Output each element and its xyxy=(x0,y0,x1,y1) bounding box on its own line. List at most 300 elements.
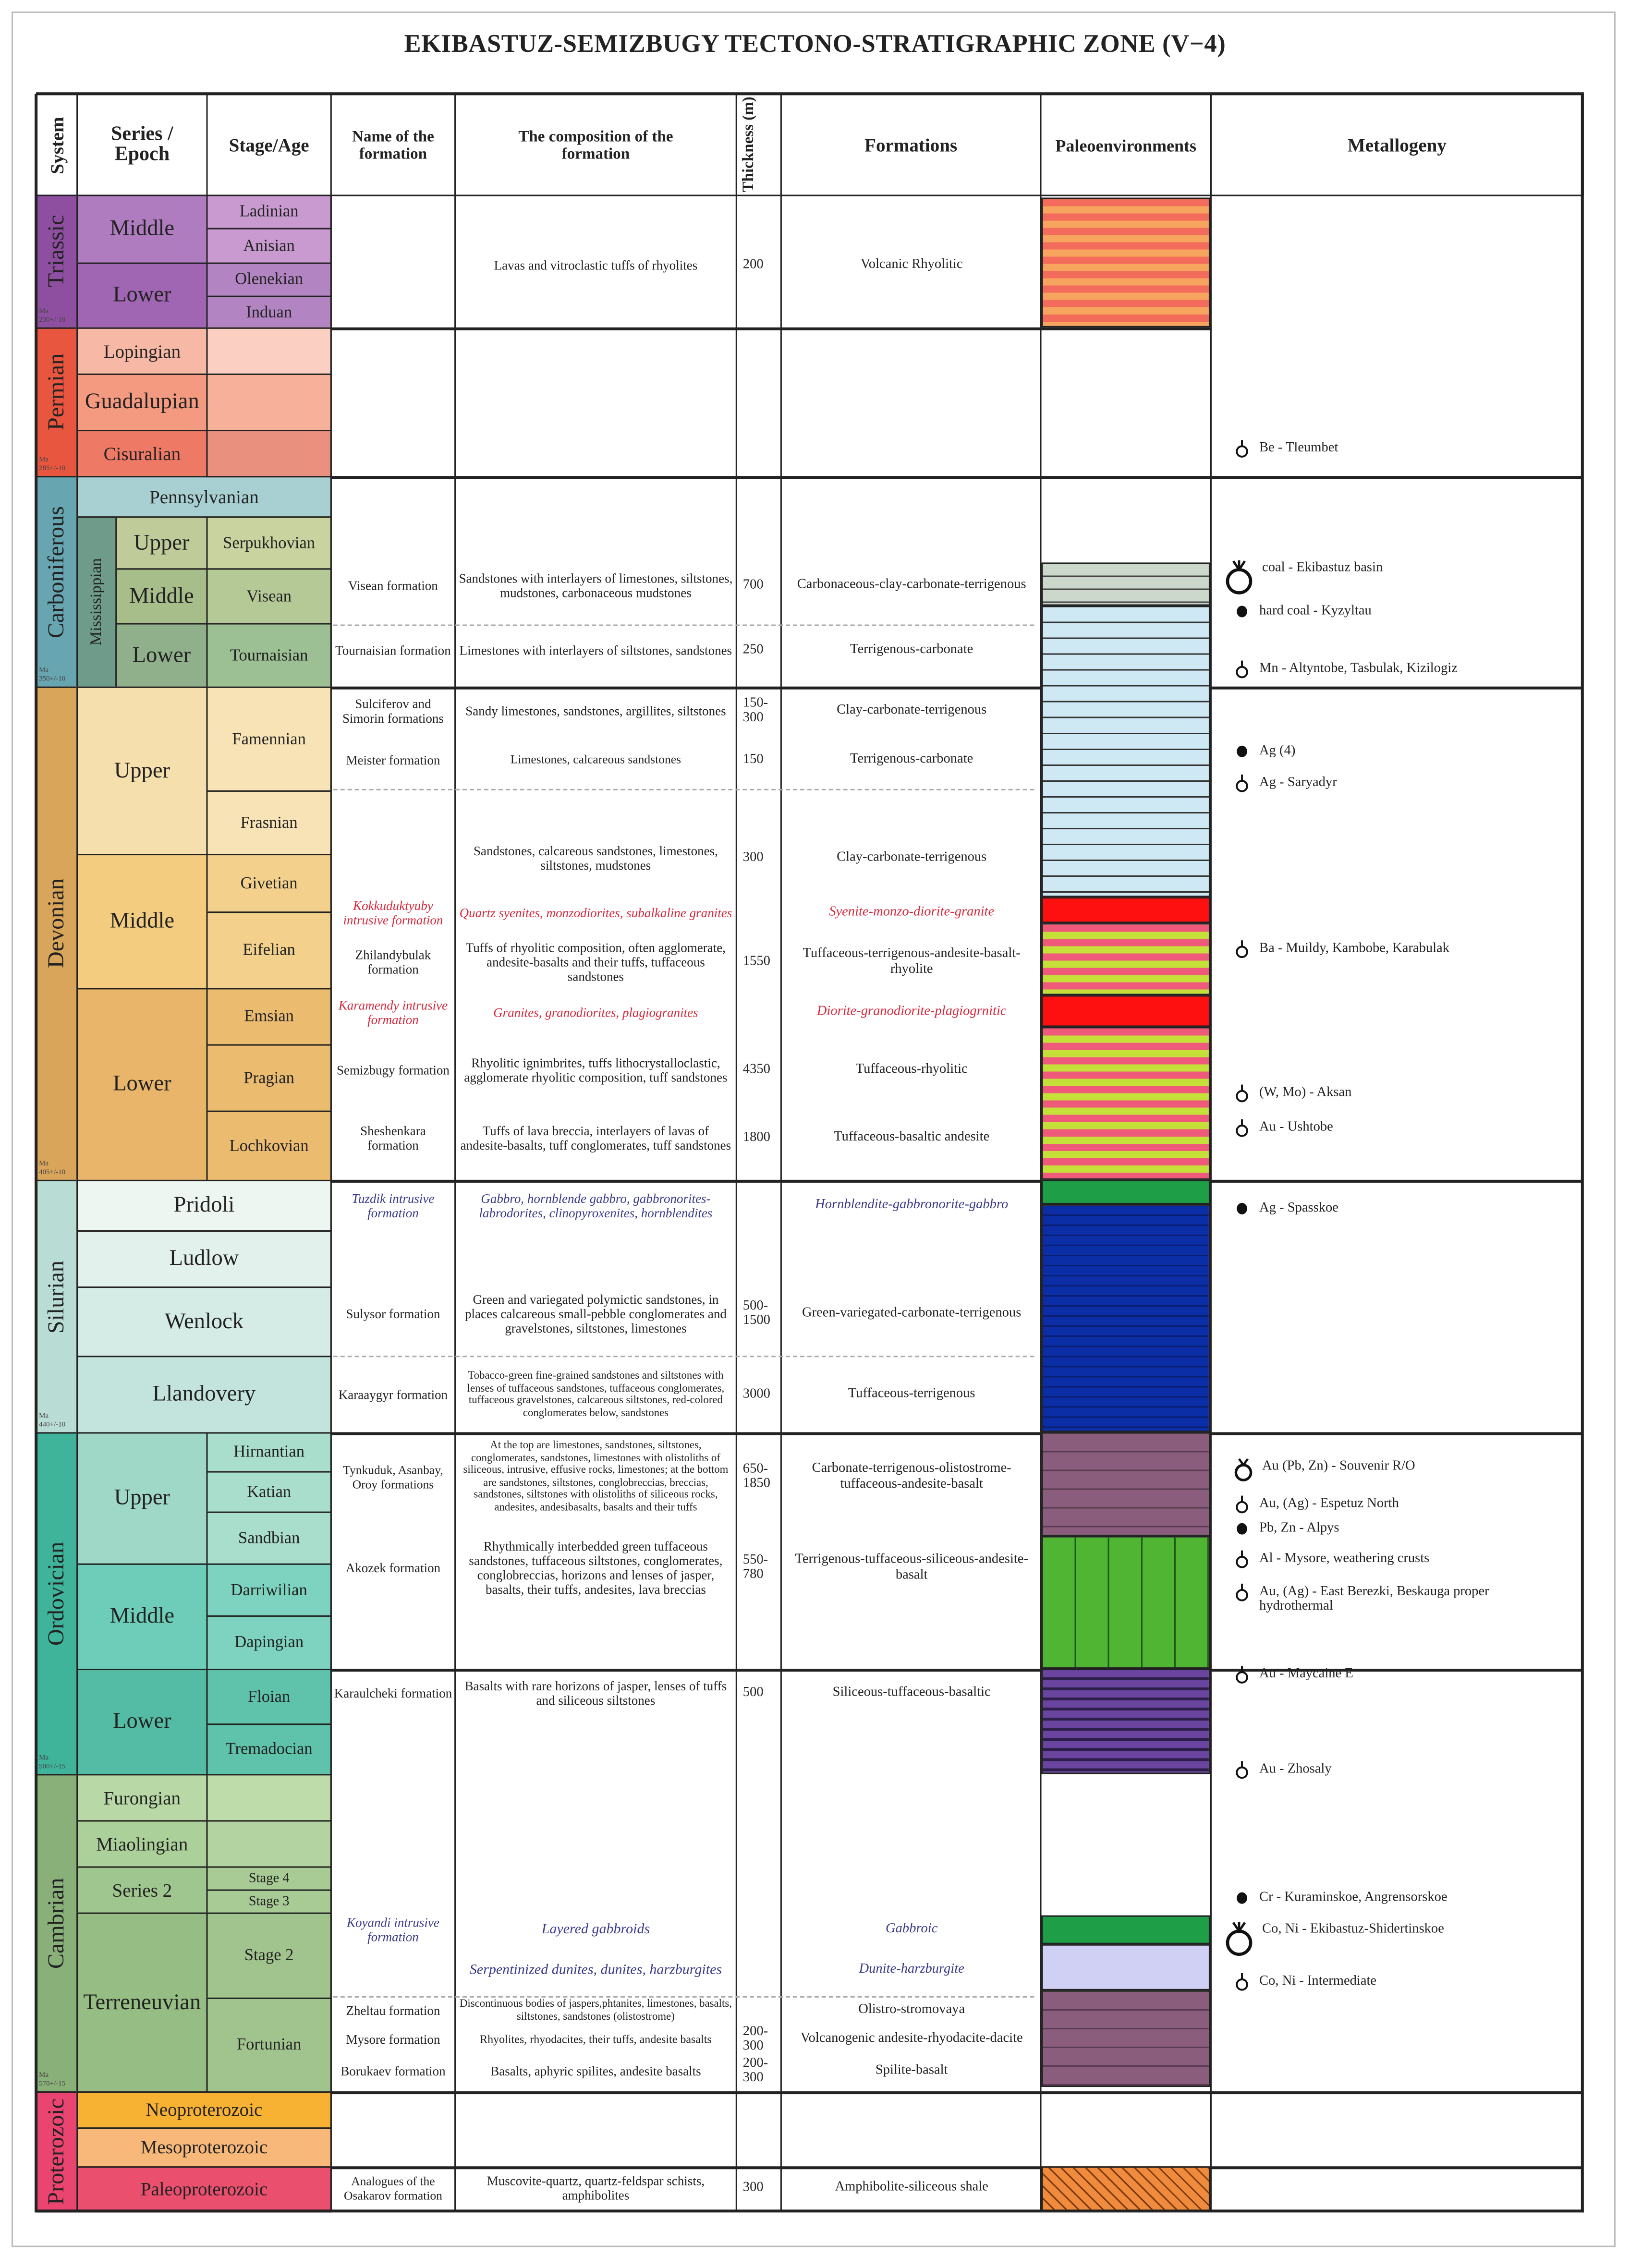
header-thickness xyxy=(736,94,782,196)
formation-type: Spilite-basalt xyxy=(875,2063,948,2078)
stage-cell xyxy=(207,1432,332,1472)
formation-name: Koyandi intrusive formation xyxy=(346,1915,439,1944)
stage-label: Floian xyxy=(247,1688,291,1706)
stage-label: Stage 4 xyxy=(248,1871,290,1886)
formation-thickness: 300 xyxy=(742,2181,764,2195)
header-name: Name of the formation xyxy=(330,94,456,196)
stage-cell xyxy=(207,1774,332,1821)
stage-label: Ladinian xyxy=(239,203,299,221)
formation-name: Visean formation xyxy=(348,578,438,593)
series-cell xyxy=(115,623,207,688)
stage-cell xyxy=(207,568,332,624)
system-cell-ordovician xyxy=(36,1432,78,1775)
basaltic-pattern xyxy=(1042,1669,1210,1774)
stage-cell xyxy=(207,1564,332,1617)
formation-composition: Sandstones, calcareous sandstones, limestones, siltstones, mudstones xyxy=(473,844,718,873)
metallogeny-item xyxy=(1233,1519,1339,1539)
formation-composition: Lavas and vitroclastic tuffs of rhyolites xyxy=(494,258,698,273)
stage-cell xyxy=(207,1471,332,1513)
metallogeny-item xyxy=(1233,659,1458,679)
system-boundary xyxy=(330,687,1582,689)
formation-type: Terrigenous-carbonate xyxy=(850,752,973,767)
stage-cell xyxy=(207,327,332,375)
formation-type: Clay-carbonate-terrigenous xyxy=(837,850,987,865)
formation-thickness: 150-300 xyxy=(742,696,768,726)
series-label: Upper xyxy=(114,758,170,783)
metallogeny-item xyxy=(1233,1118,1333,1138)
formation-name: Sheshenkara formation xyxy=(360,1123,426,1152)
series-label: Llandovery xyxy=(152,1382,256,1407)
medium-deposit-icon xyxy=(1233,1457,1262,1483)
formation-composition: Tobacco-green fine-grained sandstones and siltstones with lenses of tuffaceous sandstones, tuffaceous conglomerates, tuffaceous gravelstones, calcareous siltstones, red-colored conglomerates below, sandstones xyxy=(467,1368,725,1419)
formation-thickness: 4350 xyxy=(742,1063,770,1078)
stage-cell xyxy=(207,374,332,431)
tuff-volcanic-pattern xyxy=(1042,1027,1210,1179)
formation-type: Tuffaceous-rhyolitic xyxy=(855,1062,968,1077)
small-deposit-icon xyxy=(1233,1519,1259,1539)
metallogeny-text: Au, (Ag) - Espetuz North xyxy=(1259,1497,1399,1512)
metallogeny-item xyxy=(1233,601,1372,621)
ore-occurrence-icon xyxy=(1233,1664,1259,1685)
age-value: 285+/-10 xyxy=(39,465,66,473)
formation-thickness: 550-780 xyxy=(742,1553,768,1582)
formation-type: Terrigenous-tuffaceous-siliceous-andesite-basalt xyxy=(795,1552,1028,1582)
stage-label: Eifelian xyxy=(243,942,295,959)
metallogeny-item xyxy=(1233,1664,1353,1685)
system-cell-devonian xyxy=(36,687,78,1181)
system-boundary xyxy=(330,1669,1582,1671)
formation-type: Hornblendite-gabbronorite-gabbro xyxy=(815,1198,1009,1213)
stage-cell xyxy=(207,228,332,264)
system-boundary xyxy=(330,1432,1582,1434)
system-cell-carboniferous xyxy=(36,476,78,688)
metallogeny-text: Al - Mysore, weathering crusts xyxy=(1259,1552,1430,1566)
system-name: Ordovician xyxy=(44,1541,69,1646)
stage-label: Famennian xyxy=(232,730,306,748)
stage-cell xyxy=(207,1820,332,1868)
stage-cell xyxy=(207,1111,332,1181)
stage-cell xyxy=(207,988,332,1045)
stage-label: Anisian xyxy=(243,237,295,255)
formation-name: Akozek formation xyxy=(345,1560,441,1575)
spilite-basalt-pattern xyxy=(1042,1990,1210,2087)
column-divider xyxy=(330,194,332,2211)
stage-cell xyxy=(207,296,332,329)
age-value: 230+/-10 xyxy=(39,316,66,324)
formation-name: Semizbugy formation xyxy=(336,1063,450,1078)
formation-name: Mysore formation xyxy=(346,2032,440,2047)
deposit-icon xyxy=(1225,558,1262,595)
stage-label: Pragian xyxy=(243,1069,294,1087)
formation-thickness: 200-300 xyxy=(742,2025,768,2054)
metallogeny-item xyxy=(1233,1199,1338,1219)
metallogeny-item xyxy=(1233,1888,1448,1908)
series-cell xyxy=(76,1180,332,1232)
age-value: 350+/-10 xyxy=(39,676,66,683)
metallogeny-text: Cr - Kuraminskoe, Angrensorskoe xyxy=(1259,1891,1448,1905)
stage-label: Induan xyxy=(246,303,292,321)
stage-cell xyxy=(207,1669,332,1725)
series-label: Lower xyxy=(113,282,171,307)
formation-name: Borukaev formation xyxy=(341,2064,446,2079)
formation-name: Zheltau formation xyxy=(346,2003,440,2018)
formation-type: Carbonate-terrigenous-olistostrome-tuffaceous-andesite-basalt xyxy=(812,1462,1011,1492)
formation-name: Karaaygyr formation xyxy=(338,1387,448,1402)
metallogeny-item xyxy=(1233,1759,1332,1780)
system-name: Proterozoic xyxy=(44,2098,69,2205)
series-cell xyxy=(76,1356,332,1433)
series-cell xyxy=(76,854,207,989)
stage-cell xyxy=(207,1867,332,1891)
series-cell xyxy=(76,1913,207,2093)
age-ma-unit: Ma xyxy=(39,2073,49,2080)
formation-thickness: 3000 xyxy=(742,1387,770,1402)
formation-composition: Tuffs of rhyolitic composition, often agglomerate, andesite-basalts and their tuffs, tuffaceous sandstones xyxy=(465,940,726,984)
metallogeny-text: Au, (Ag) - East Berezki, Beskauga proper hydrothermal xyxy=(1259,1585,1489,1614)
series-label: Neoproterozoic xyxy=(146,2098,263,2121)
formation-thickness: 150 xyxy=(742,752,764,767)
age-ma-unit: Ma xyxy=(39,667,49,675)
series-label: Lower xyxy=(113,1071,171,1096)
series-label: Mesoproterozoic xyxy=(140,2136,268,2158)
stage-label: Givetian xyxy=(240,874,298,892)
system-age-label xyxy=(39,1161,65,1177)
series-cell xyxy=(76,687,207,855)
formation-composition: Gabbro, hornblende gabbro, gabbronorites-labrodorites, clinopyroxenites, hornblendites xyxy=(479,1191,713,1220)
series-label: Pennsylvanian xyxy=(149,485,259,507)
formation-thickness: 1800 xyxy=(742,1130,770,1145)
system-age-label xyxy=(39,457,65,473)
series-cell xyxy=(76,2166,332,2212)
header-series: Series / Epoch xyxy=(76,94,207,196)
formation-thickness: 500-1500 xyxy=(742,1299,770,1329)
metallogeny-item xyxy=(1233,939,1449,959)
series-cell xyxy=(76,194,207,264)
metallogeny-text: Co, Ni - Intermediate xyxy=(1259,1974,1377,1989)
formation-boundary-dashed xyxy=(333,1356,1034,1357)
system-boundary xyxy=(330,1180,1582,1182)
amphibolite-shale-pattern xyxy=(1042,2166,1210,2211)
ore-occurrence-icon xyxy=(1233,1118,1259,1138)
series-label: Upper xyxy=(134,530,190,555)
formation-composition: Discontinuous bodies of jaspers,phtanites, limestones, basalts, siltstones, sandstones (olistostrome) xyxy=(459,1997,732,2022)
formation-composition: Rhyolitic ignimbrites, tuffs lithocrystalloclastic, agglomerate rhyolitic composition, tuff sandstones xyxy=(464,1055,728,1085)
metallogeny-item xyxy=(1233,1582,1551,1614)
series-label: Middle xyxy=(129,583,194,608)
formation-type: Dunite-harzburgite xyxy=(859,1963,964,1977)
system-cell-proterozoic xyxy=(36,2091,78,2212)
metallogeny-text: Ag - Spasskoe xyxy=(1259,1201,1338,1216)
formation-composition: Muscovite-quartz, quartz-feldspar schists, amphibolites xyxy=(487,2173,705,2203)
formation-composition: Limestones, calcareous sandstones xyxy=(510,752,681,766)
series-label: Series 2 xyxy=(112,1879,172,1901)
series-label: Paleoproterozoic xyxy=(140,2178,268,2200)
formation-composition: Quartz syenites, monzodiorites, subalkaline granites xyxy=(459,906,732,921)
formation-type: Tuffaceous-terrigenous-andesite-basalt-rhyolite xyxy=(803,946,1021,977)
formation-name: Karaulcheki formation xyxy=(334,1686,452,1701)
stage-cell xyxy=(207,430,332,477)
series-cell xyxy=(76,1820,207,1868)
table-top-border xyxy=(36,92,1584,95)
formation-type: Syenite-monzo-diorite-granite xyxy=(829,905,995,920)
column-divider xyxy=(780,194,782,2211)
formation-composition: Sandstones with interlayers of limestones, siltstones, mudstones, carbonaceous mudstones xyxy=(459,571,733,600)
series-label: Wenlock xyxy=(164,1309,244,1334)
stage-label: Olenekian xyxy=(235,271,304,289)
series-cell xyxy=(76,1564,207,1670)
age-ma-unit: Ma xyxy=(39,1413,49,1421)
carbonate-pattern xyxy=(1042,606,1210,897)
metallogeny-text: Pb, Zn - Alpys xyxy=(1259,1521,1339,1536)
series-label: Lopingian xyxy=(103,340,181,362)
column-divider xyxy=(454,194,456,2211)
series-cell xyxy=(76,516,117,688)
metallogeny-text: coal - Ekibastuz basin xyxy=(1262,561,1383,576)
system-boundary xyxy=(330,2091,1582,2094)
ore-occurrence-icon xyxy=(1233,1582,1259,1602)
system-boundary xyxy=(330,2166,1582,2169)
system-name: Devonian xyxy=(44,879,69,969)
metallogeny-item xyxy=(1233,1549,1429,1569)
series-label: Furongian xyxy=(103,1786,181,1808)
system-age-label xyxy=(39,668,65,684)
metallogeny-text: (W, Mo) - Aksan xyxy=(1259,1086,1352,1101)
stage-cell xyxy=(207,516,332,570)
system-boundary xyxy=(330,327,1212,330)
stage-cell xyxy=(207,263,332,297)
stage-cell xyxy=(207,1615,332,1670)
stage-cell xyxy=(207,1890,332,1914)
system-name: Permian xyxy=(44,353,69,431)
stage-cell xyxy=(207,911,332,989)
stage-cell xyxy=(207,790,332,855)
series-label: Lower xyxy=(132,643,191,667)
formation-name: Tournaisian formation xyxy=(335,643,451,658)
ore-occurrence-icon xyxy=(1233,1083,1259,1104)
formation-composition: Tuffs of lava breccia, interlayers of lavas of andesite-basalts, tuff conglomerates, tuff sandstones xyxy=(460,1123,731,1152)
formation-type: Siliceous-tuffaceous-basaltic xyxy=(832,1686,991,1700)
deposit-icon xyxy=(1225,1920,1262,1957)
metallogeny-text: hard coal - Kyzyltau xyxy=(1259,604,1372,619)
formation-composition: Serpentinized dunites, dunites, harzburgites xyxy=(469,1962,722,1978)
formation-composition: Sandy limestones, sandstones, argillites, siltstones xyxy=(465,703,726,718)
formation-thickness: 200-300 xyxy=(742,2056,768,2086)
stage-label: Sandbian xyxy=(238,1529,300,1547)
series-cell xyxy=(76,263,207,329)
chart-title: EKIBASTUZ-SEMIZBUGY TECTONO-STRATIGRAPHIC ZONE (V−4) xyxy=(404,29,1226,58)
ore-occurrence-icon xyxy=(1233,438,1259,459)
gabbro-intrusion-pattern xyxy=(1042,1180,1210,1204)
small-deposit-icon xyxy=(1233,1199,1259,1219)
table-right-border xyxy=(1581,94,1584,2212)
metallogeny-text: Au - Maycaine E xyxy=(1259,1667,1353,1682)
system-age-label xyxy=(39,1413,65,1429)
stage-label: Serpukhovian xyxy=(223,534,316,552)
system-name: Cambrian xyxy=(44,1878,69,1969)
formation-type: Volcanogenic andesite-rhyodacite-dacite xyxy=(800,2032,1023,2047)
formation-boundary-dashed xyxy=(333,789,1034,790)
series-cell xyxy=(76,1867,207,1914)
series-label: Lower xyxy=(113,1709,171,1734)
age-value: 440+/-10 xyxy=(39,1421,66,1429)
series-label: Middle xyxy=(109,1603,175,1628)
age-ma-unit: Ma xyxy=(39,457,49,465)
metallogeny-text: Co, Ni - Ekibastuz-Shidertinskoe xyxy=(1262,1922,1444,1937)
header-stage: Stage/Age xyxy=(207,94,332,196)
formation-thickness: 500 xyxy=(742,1686,764,1701)
age-value: 405+/-10 xyxy=(39,1169,66,1176)
series-cell xyxy=(115,568,207,624)
ore-occurrence-icon xyxy=(1233,1494,1259,1515)
formation-composition: Green and variegated polymictic sandstones, in places calcareous small-pebble conglomerates and gravelstones, siltstones, limestones xyxy=(464,1292,727,1336)
metallogeny-text: Au - Zhosaly xyxy=(1259,1762,1332,1777)
formation-type: Gabbroic xyxy=(886,1922,938,1937)
system-age-label xyxy=(39,309,65,325)
formation-composition: Basalts with rare horizons of jasper, lenses of tuffs and siliceous siltstones xyxy=(464,1679,727,1708)
series-label: Upper xyxy=(114,1485,170,1510)
formation-thickness: 700 xyxy=(742,578,764,593)
stage-label: Tremadocian xyxy=(225,1741,313,1759)
stage-label: Fortunian xyxy=(236,2036,302,2054)
stage-label: Tournaisian xyxy=(230,647,308,665)
formation-type: Green-variegated-carbonate-terrigenous xyxy=(802,1306,1022,1321)
system-cell-cambrian xyxy=(36,1774,78,2093)
stage-label: Dapingian xyxy=(234,1634,304,1652)
volcanic-rhyolitic-pattern xyxy=(1042,197,1210,327)
age-value: 570+/-15 xyxy=(39,2080,66,2088)
stage-label: Emsian xyxy=(244,1008,294,1026)
metallogeny-text: Mn - Altyntobe, Tasbulak, Kizilogiz xyxy=(1259,662,1458,677)
formation-name: Analogues of the Osakarov formation xyxy=(344,2173,442,2203)
stage-label: Visean xyxy=(246,587,292,605)
marine-terrigenous-pattern xyxy=(1042,1204,1210,1432)
series-label: Middle xyxy=(109,909,175,934)
formation-name: Karamendy intrusive formation xyxy=(338,998,448,1027)
series-cell xyxy=(76,1669,207,1775)
header-paleoenvironments: Paleoenvironments xyxy=(1040,94,1212,196)
metallogeny-item xyxy=(1233,773,1337,793)
series-label: Ludlow xyxy=(169,1246,239,1271)
stage-cell xyxy=(207,1998,332,2093)
formation-composition: Basalts, aphyric spilites, andesite basalts xyxy=(490,2064,701,2079)
header-formations: Formations xyxy=(780,94,1042,196)
stage-label: Katian xyxy=(247,1483,292,1501)
series-cell xyxy=(76,1432,207,1565)
formation-name: Tynkuduk, Asanbay, Oroy formations xyxy=(343,1462,443,1492)
system-cell-triassic xyxy=(36,194,78,328)
ore-occurrence-icon xyxy=(1233,659,1259,679)
series-label: Pridoli xyxy=(173,1192,235,1217)
series-cell xyxy=(76,327,207,375)
stage-cell xyxy=(207,1913,332,1999)
age-ma-unit: Ma xyxy=(39,1161,49,1168)
formation-type: Volcanic Rhyolitic xyxy=(860,257,963,272)
formation-name: Meister formation xyxy=(346,752,440,767)
coal-bearing-pattern xyxy=(1042,562,1210,606)
formation-name: Sulciferov and Simorin formations xyxy=(342,696,444,726)
granite-intrusion-pattern xyxy=(1042,995,1210,1027)
formation-thickness: 300 xyxy=(742,851,764,866)
dunite-harzburgite-pattern xyxy=(1042,1944,1210,1990)
metallogeny-item xyxy=(1233,1494,1399,1515)
formation-name: Kokkuduktyuby intrusive formation xyxy=(343,898,443,928)
column-divider xyxy=(736,194,738,2211)
series-cell xyxy=(76,374,207,431)
gabbroic-pattern xyxy=(1042,1916,1210,1944)
metallogeny-item xyxy=(1233,1457,1415,1483)
system-cell-permian xyxy=(36,327,78,477)
metallogeny-text: Ag - Saryadyr xyxy=(1259,776,1337,790)
age-ma-unit: Ma xyxy=(39,308,49,316)
series-cell xyxy=(76,1230,332,1288)
header-composition: The composition of the formation xyxy=(454,94,737,196)
granite-intrusion-pattern xyxy=(1042,897,1210,923)
metallogeny-item xyxy=(1233,438,1338,459)
table-bottom-border xyxy=(36,2209,1584,2212)
header-thickness-label: Thickness (m) xyxy=(740,97,757,193)
stage-cell xyxy=(207,1044,332,1112)
tuffaceous-siliceous-pattern xyxy=(1042,1536,1210,1669)
formation-type: Carbonaceous-clay-carbonate-terrigenous xyxy=(797,578,1026,593)
series-cell xyxy=(76,1774,207,1821)
system-name: Triassic xyxy=(44,215,69,288)
age-value: 500+/-15 xyxy=(39,1763,66,1771)
series-cell xyxy=(76,988,207,1181)
formation-type: Tuffaceous-terrigenous xyxy=(848,1387,975,1402)
formation-composition: Limestones with interlayers of siltstones, sandstones xyxy=(459,643,732,658)
stage-cell xyxy=(207,854,332,913)
stage-cell xyxy=(207,1723,332,1775)
series-cell xyxy=(76,476,332,518)
formation-thickness: 650-1850 xyxy=(742,1462,770,1492)
formation-thickness: 250 xyxy=(742,643,764,658)
metallogeny-item xyxy=(1233,1083,1351,1104)
series-cell xyxy=(76,2091,332,2129)
metallogeny-text: Ag (4) xyxy=(1259,744,1296,759)
stage-label: Stage 2 xyxy=(244,1947,294,1965)
stage-label: Hirnantian xyxy=(233,1443,305,1461)
formation-type: Olistro-stromovaya xyxy=(858,2003,965,2018)
system-age-label xyxy=(39,2073,65,2088)
stage-cell xyxy=(207,687,332,792)
metallogeny-item xyxy=(1225,1920,1444,1957)
system-name: Carboniferous xyxy=(44,506,69,638)
series-label: Mississippian xyxy=(88,558,106,646)
ore-occurrence-icon xyxy=(1233,939,1259,959)
system-boundary xyxy=(330,476,1582,478)
header-metallogeny: Metallogeny xyxy=(1210,94,1584,196)
series-cell xyxy=(115,516,207,570)
series-label: Cisuralian xyxy=(103,442,181,464)
series-label: Terreneuvian xyxy=(83,1989,201,2014)
formation-type: Clay-carbonate-terrigenous xyxy=(837,703,987,718)
formation-composition: Rhythmically interbedded green tuffaceous sandstones, tuffaceous siltstones, conglomerates, conglobreccias, horizons and lenses of jasper, basalts, their tuffs, andesites, lava breccias xyxy=(469,1539,723,1597)
olistostrome-pattern xyxy=(1042,1432,1210,1536)
system-name: Silurian xyxy=(44,1260,69,1334)
ore-occurrence-icon xyxy=(1233,773,1259,793)
formation-composition: At the top are limestones, sandstones, siltstones, conglomerates, sandstones, limestones with olistoliths of siliceous, intrusive, effusive rocks, limestones; at the bottom are sandstones, siltstones, conglobreccias, breccias, sandstones, siltstones with olistoliths of siliceous rocks, andesites, andesibasalts, basalts and their tuffs xyxy=(463,1438,729,1514)
formation-type: Diorite-granodiorite-plagiogrnitic xyxy=(816,1005,1007,1019)
column-divider xyxy=(1210,94,1212,2211)
formation-type: Terrigenous-carbonate xyxy=(850,643,973,657)
formation-name: Tuzdik intrusive formation xyxy=(352,1191,435,1220)
formation-thickness: 200 xyxy=(742,258,764,273)
stage-label: Darriwilian xyxy=(231,1581,307,1599)
system-age-label xyxy=(39,1755,65,1771)
formation-name: Sulysor formation xyxy=(346,1307,440,1322)
age-ma-unit: Ma xyxy=(39,1755,49,1763)
stage-cell xyxy=(207,623,332,688)
